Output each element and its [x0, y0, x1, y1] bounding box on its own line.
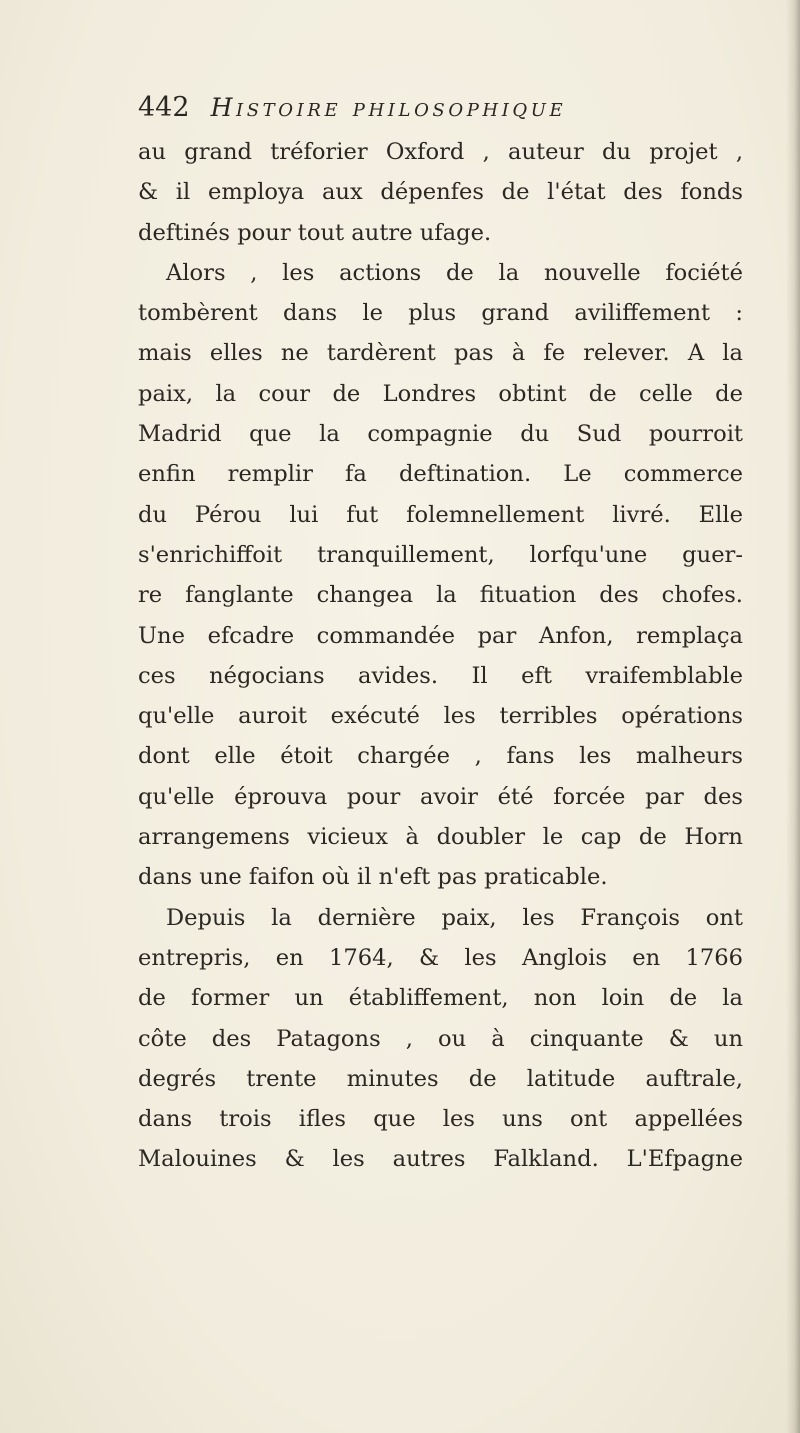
text-line: s'enrichiffoit tranquillement, lorfqu'une guer- — [138, 541, 743, 568]
body-text — [138, 132, 743, 1180]
text-line: tombèrent dans le plus grand aviliffement : — [138, 300, 743, 327]
text-line: dans trois ifles que les uns ont appellées — [138, 1106, 743, 1133]
text-line: & il employa aux dépenfes de l'état des fonds — [138, 179, 743, 206]
text-line: Une efcadre commandée par Anfon, remplaça — [138, 622, 743, 649]
running-header — [138, 92, 738, 128]
text-line: Alors , les actions de la nouvelle fociété — [166, 259, 743, 286]
page-edge-shadow — [786, 0, 800, 1433]
text-line: re fanglante changea la fituation des chofes. — [138, 582, 743, 609]
text-line: Malouines & les autres Falkland. L'Efpagne — [138, 1146, 743, 1173]
text-line: dont elle étoit chargée , fans les malheurs — [138, 743, 743, 770]
text-line: arrangemens vicieux à doubler le cap de Horn — [138, 824, 743, 851]
text-line: deftinés pour tout autre ufage. — [138, 219, 492, 246]
text-line: enfin remplir fa deftination. Le commerce — [138, 461, 743, 488]
text-line: au grand tréforier Oxford , auteur du projet , — [138, 139, 743, 165]
text-line: mais elles ne tardèrent pas à fe relever. A la — [138, 340, 743, 367]
text-line: Madrid que la compagnie du Sud pourroit — [138, 421, 743, 448]
text-line: Depuis la dernière paix, les François ont — [166, 904, 743, 931]
running-title: Histoire philosophique — [210, 93, 567, 122]
text-line: qu'elle auroit exécuté les terribles opérations — [138, 703, 743, 730]
text-line: qu'elle éprouva pour avoir été forcée par des — [138, 783, 743, 810]
text-line: de former un établiffement, non loin de la — [138, 985, 743, 1012]
text-line: du Pérou lui fut folemnellement livré. Elle — [138, 501, 743, 528]
page-number: 442 — [138, 92, 190, 123]
text-line: paix, la cour de Londres obtint de celle de — [138, 380, 743, 407]
text-line: côte des Patagons , ou à cinquante & un — [138, 1025, 743, 1052]
text-line: entrepris, en 1764, & les Anglois en 1766 — [138, 944, 743, 971]
text-line: dans une faifon où il n'eft pas praticable. — [138, 864, 608, 891]
text-line: degrés trente minutes de latitude auftrale, — [138, 1065, 743, 1092]
text-line: ces négocians avides. Il eft vraifemblable — [138, 662, 743, 689]
